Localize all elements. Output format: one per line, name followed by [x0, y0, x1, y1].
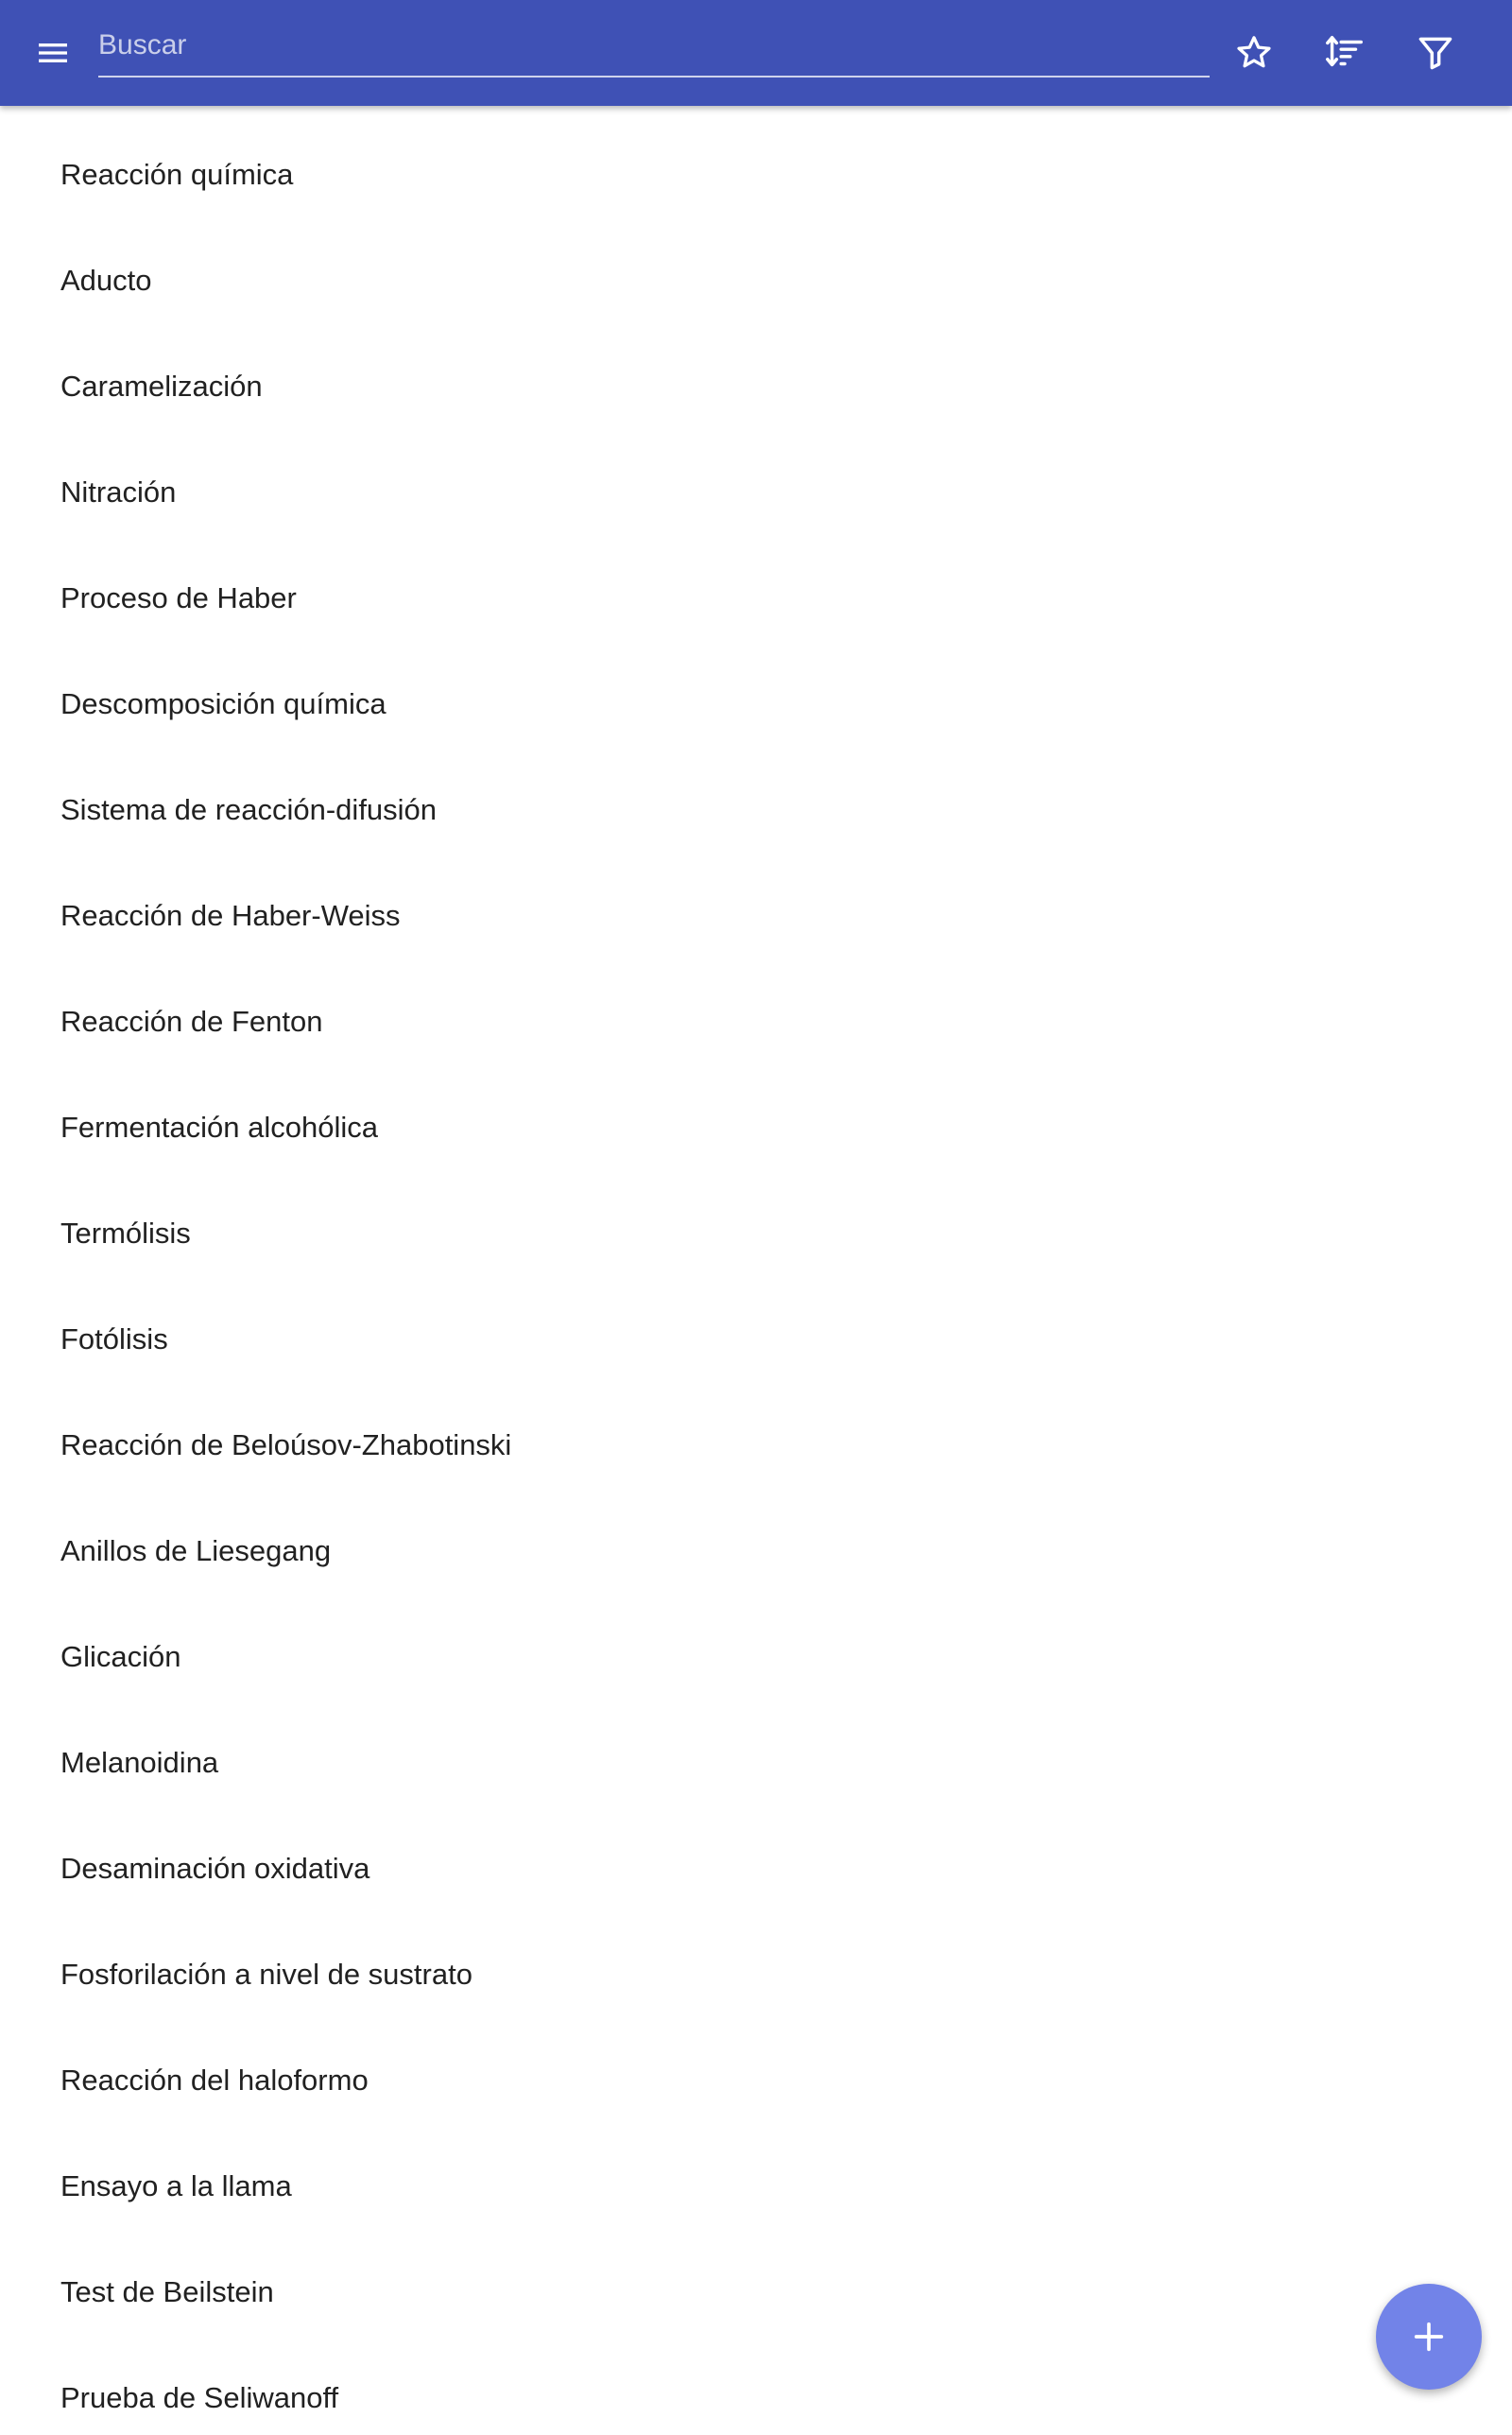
- list-item[interactable]: Prueba de Seliwanoff: [60, 2381, 339, 2414]
- menu-icon: [34, 34, 72, 72]
- sort-button[interactable]: [1314, 25, 1375, 81]
- sort-icon: [1323, 31, 1366, 75]
- menu-button[interactable]: [23, 25, 83, 81]
- list-item[interactable]: Glicación: [60, 1640, 181, 1673]
- filter-button[interactable]: [1405, 25, 1466, 81]
- list-item[interactable]: Sistema de reacción-difusión: [60, 793, 438, 826]
- search-input[interactable]: [98, 19, 1210, 72]
- list-item[interactable]: Fotólisis: [60, 1322, 168, 1356]
- list-item[interactable]: Test de Beilstein: [60, 2275, 274, 2308]
- list-item[interactable]: Desaminación oxidativa: [60, 1852, 370, 1885]
- list-item[interactable]: Nitración: [60, 475, 177, 509]
- list-item[interactable]: Reacción de Beloúsov-Zhabotinski: [60, 1428, 512, 1461]
- list-item[interactable]: Fosforilación a nivel de sustrato: [60, 1958, 472, 1991]
- list-item[interactable]: Termólisis: [60, 1217, 191, 1250]
- list-item[interactable]: Reacción del haloformo: [60, 2064, 369, 2097]
- list-item[interactable]: Reacción química: [60, 158, 294, 191]
- top-app-bar: [0, 0, 1512, 106]
- list-item[interactable]: Anillos de Liesegang: [60, 1534, 332, 1567]
- list-item[interactable]: Descomposición química: [60, 687, 387, 720]
- list-item[interactable]: Aducto: [60, 264, 152, 297]
- search-field: [98, 19, 1210, 78]
- list-item[interactable]: Reacción de Fenton: [60, 1005, 323, 1038]
- list-item[interactable]: Ensayo a la llama: [60, 2169, 292, 2202]
- favorites-button[interactable]: [1224, 25, 1284, 81]
- results-list: [0, 106, 1512, 2435]
- list-item[interactable]: Proceso de Haber: [60, 581, 297, 614]
- filter-icon: [1415, 32, 1456, 74]
- plus-icon: [1410, 2318, 1448, 2356]
- list-item[interactable]: Fermentación alcohólica: [60, 1111, 379, 1144]
- list-item[interactable]: Reacción de Haber-Weiss: [60, 899, 401, 932]
- star-outline-icon: [1233, 32, 1275, 74]
- add-button[interactable]: [1376, 2284, 1482, 2390]
- list-item[interactable]: Melanoidina: [60, 1746, 219, 1779]
- list-item[interactable]: Caramelización: [60, 370, 263, 403]
